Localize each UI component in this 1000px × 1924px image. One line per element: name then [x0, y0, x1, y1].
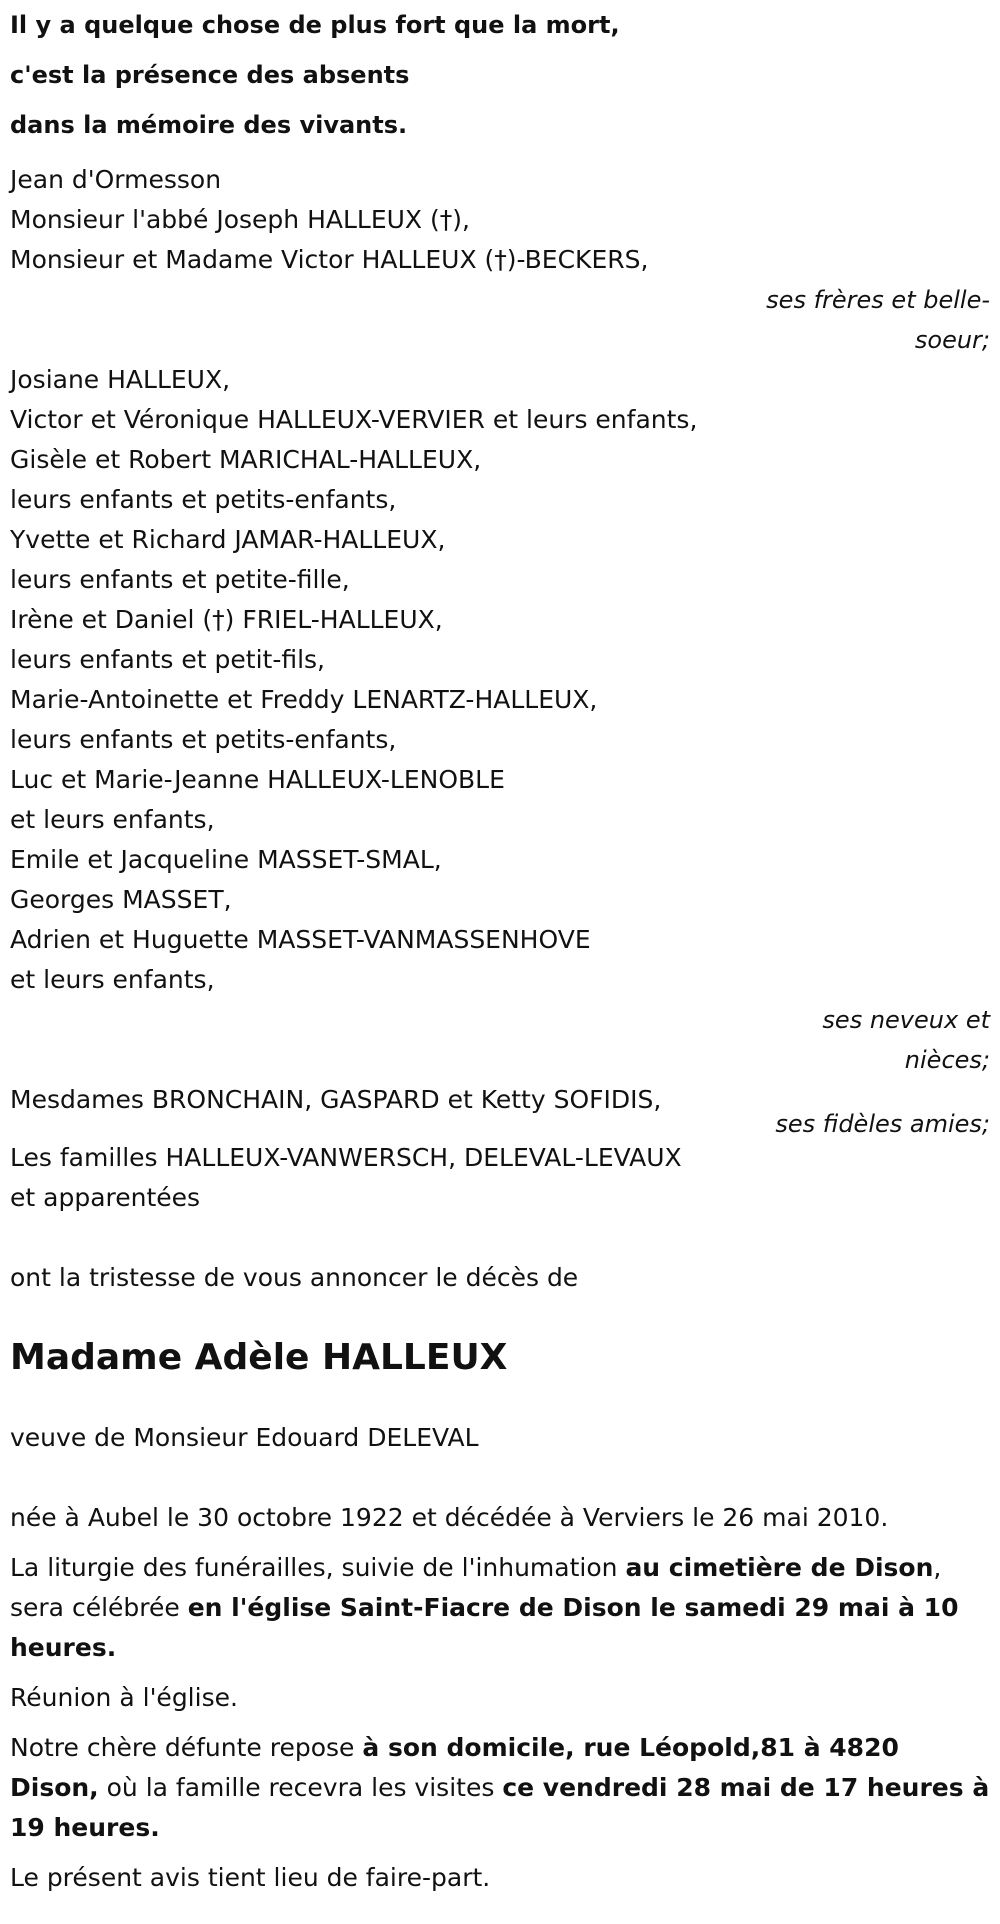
closing-line: Le présent avis tient lieu de faire-part.	[10, 1863, 491, 1892]
family-name-line: Mesdames BRONCHAIN, GASPARD et Ketty SOFIDIS,	[10, 1085, 662, 1114]
quote-author: Jean d'Ormesson	[10, 165, 222, 194]
quote-line: c'est la présence des absents	[10, 61, 410, 89]
family-name-line: Luc et Marie-Jeanne HALLEUX-LENOBLE	[10, 765, 505, 794]
quote-line: dans la mémoire des vivants.	[10, 111, 408, 139]
family-name-line: Gisèle et Robert MARICHAL-HALLEUX,	[10, 445, 482, 474]
family-name-line: Victor et Véronique HALLEUX-VERVIER et leurs enfants,	[10, 405, 698, 434]
family-name-line: Monsieur l'abbé Joseph HALLEUX (†),	[10, 205, 470, 234]
funeral-date: en l'église Saint-Fiacre de Dison le samedi 29 mai à 10 heures.	[10, 1593, 959, 1662]
relation-label: soeur;	[914, 326, 990, 354]
family-name-line: Emile et Jacqueline MASSET-SMAL,	[10, 845, 442, 874]
rest-visit-time: ce vendredi 28 mai de 17 heures à 19 heures.	[10, 1773, 990, 1842]
rest-text: où la famille recevra les visites	[98, 1773, 503, 1802]
family-name-line: leurs enfants et petits-enfants,	[10, 485, 397, 514]
family-group-friends	[10, 1080, 990, 1144]
funeral-text: La liturgie des funérailles, suivie de l'inhumation	[10, 1553, 626, 1582]
funeral-paragraph	[10, 1548, 990, 1668]
family-name-line: leurs enfants et petit-fils,	[10, 645, 326, 674]
funeral-location: au cimetière de Dison	[625, 1553, 934, 1582]
family-group-siblings	[10, 200, 990, 360]
meeting-line: Réunion à l'église.	[10, 1683, 238, 1712]
relation-label: nièces;	[904, 1046, 990, 1074]
quote-block	[10, 0, 990, 150]
rest-location: à son domicile, rue Léopold,81 à 4820 Dison,	[10, 1733, 899, 1802]
relation-label: ses neveux et	[822, 1006, 990, 1034]
families-block	[10, 1138, 990, 1218]
birth-death-line: née à Aubel le 30 octobre 1922 et décédée à Verviers le 26 mai 2010.	[10, 1503, 889, 1532]
family-name-line: leurs enfants et petits-enfants,	[10, 725, 397, 754]
quote-line: Il y a quelque chose de plus fort que la mort,	[10, 11, 620, 39]
family-name-line: et leurs enfants,	[10, 965, 215, 994]
family-name-line: Irène et Daniel (†) FRIEL-HALLEUX,	[10, 605, 443, 634]
deceased-name: Madame Adèle HALLEUX	[10, 1337, 508, 1378]
relation-label: ses fidèles amies;	[775, 1110, 990, 1138]
relation-label: ses frères et belle-	[766, 286, 990, 314]
family-name-line: leurs enfants et petite-fille,	[10, 565, 350, 594]
funeral-text: , sera célébrée	[10, 1553, 942, 1622]
family-name-line: Marie-Antoinette et Freddy LENARTZ-HALLEUX,	[10, 685, 598, 714]
family-name-line: et leurs enfants,	[10, 805, 215, 834]
family-name-line: Yvette et Richard JAMAR-HALLEUX,	[10, 525, 446, 554]
family-name-line: Adrien et Huguette MASSET-VANMASSENHOVE	[10, 925, 591, 954]
rest-text: Notre chère défunte repose	[10, 1733, 363, 1762]
families-line: Les familles HALLEUX-VANWERSCH, DELEVAL-LEVAUX	[10, 1143, 682, 1172]
family-name-line: Monsieur et Madame Victor HALLEUX (†)-BECKERS,	[10, 245, 649, 274]
families-line: et apparentées	[10, 1183, 201, 1212]
rest-paragraph	[10, 1728, 990, 1848]
family-group-nephews	[10, 360, 990, 1080]
announcement-text: ont la tristesse de vous annoncer le décès de	[10, 1263, 579, 1292]
family-name-line: Josiane HALLEUX,	[10, 365, 231, 394]
family-name-line: Georges MASSET,	[10, 885, 232, 914]
widow-line: veuve de Monsieur Edouard DELEVAL	[10, 1423, 479, 1452]
